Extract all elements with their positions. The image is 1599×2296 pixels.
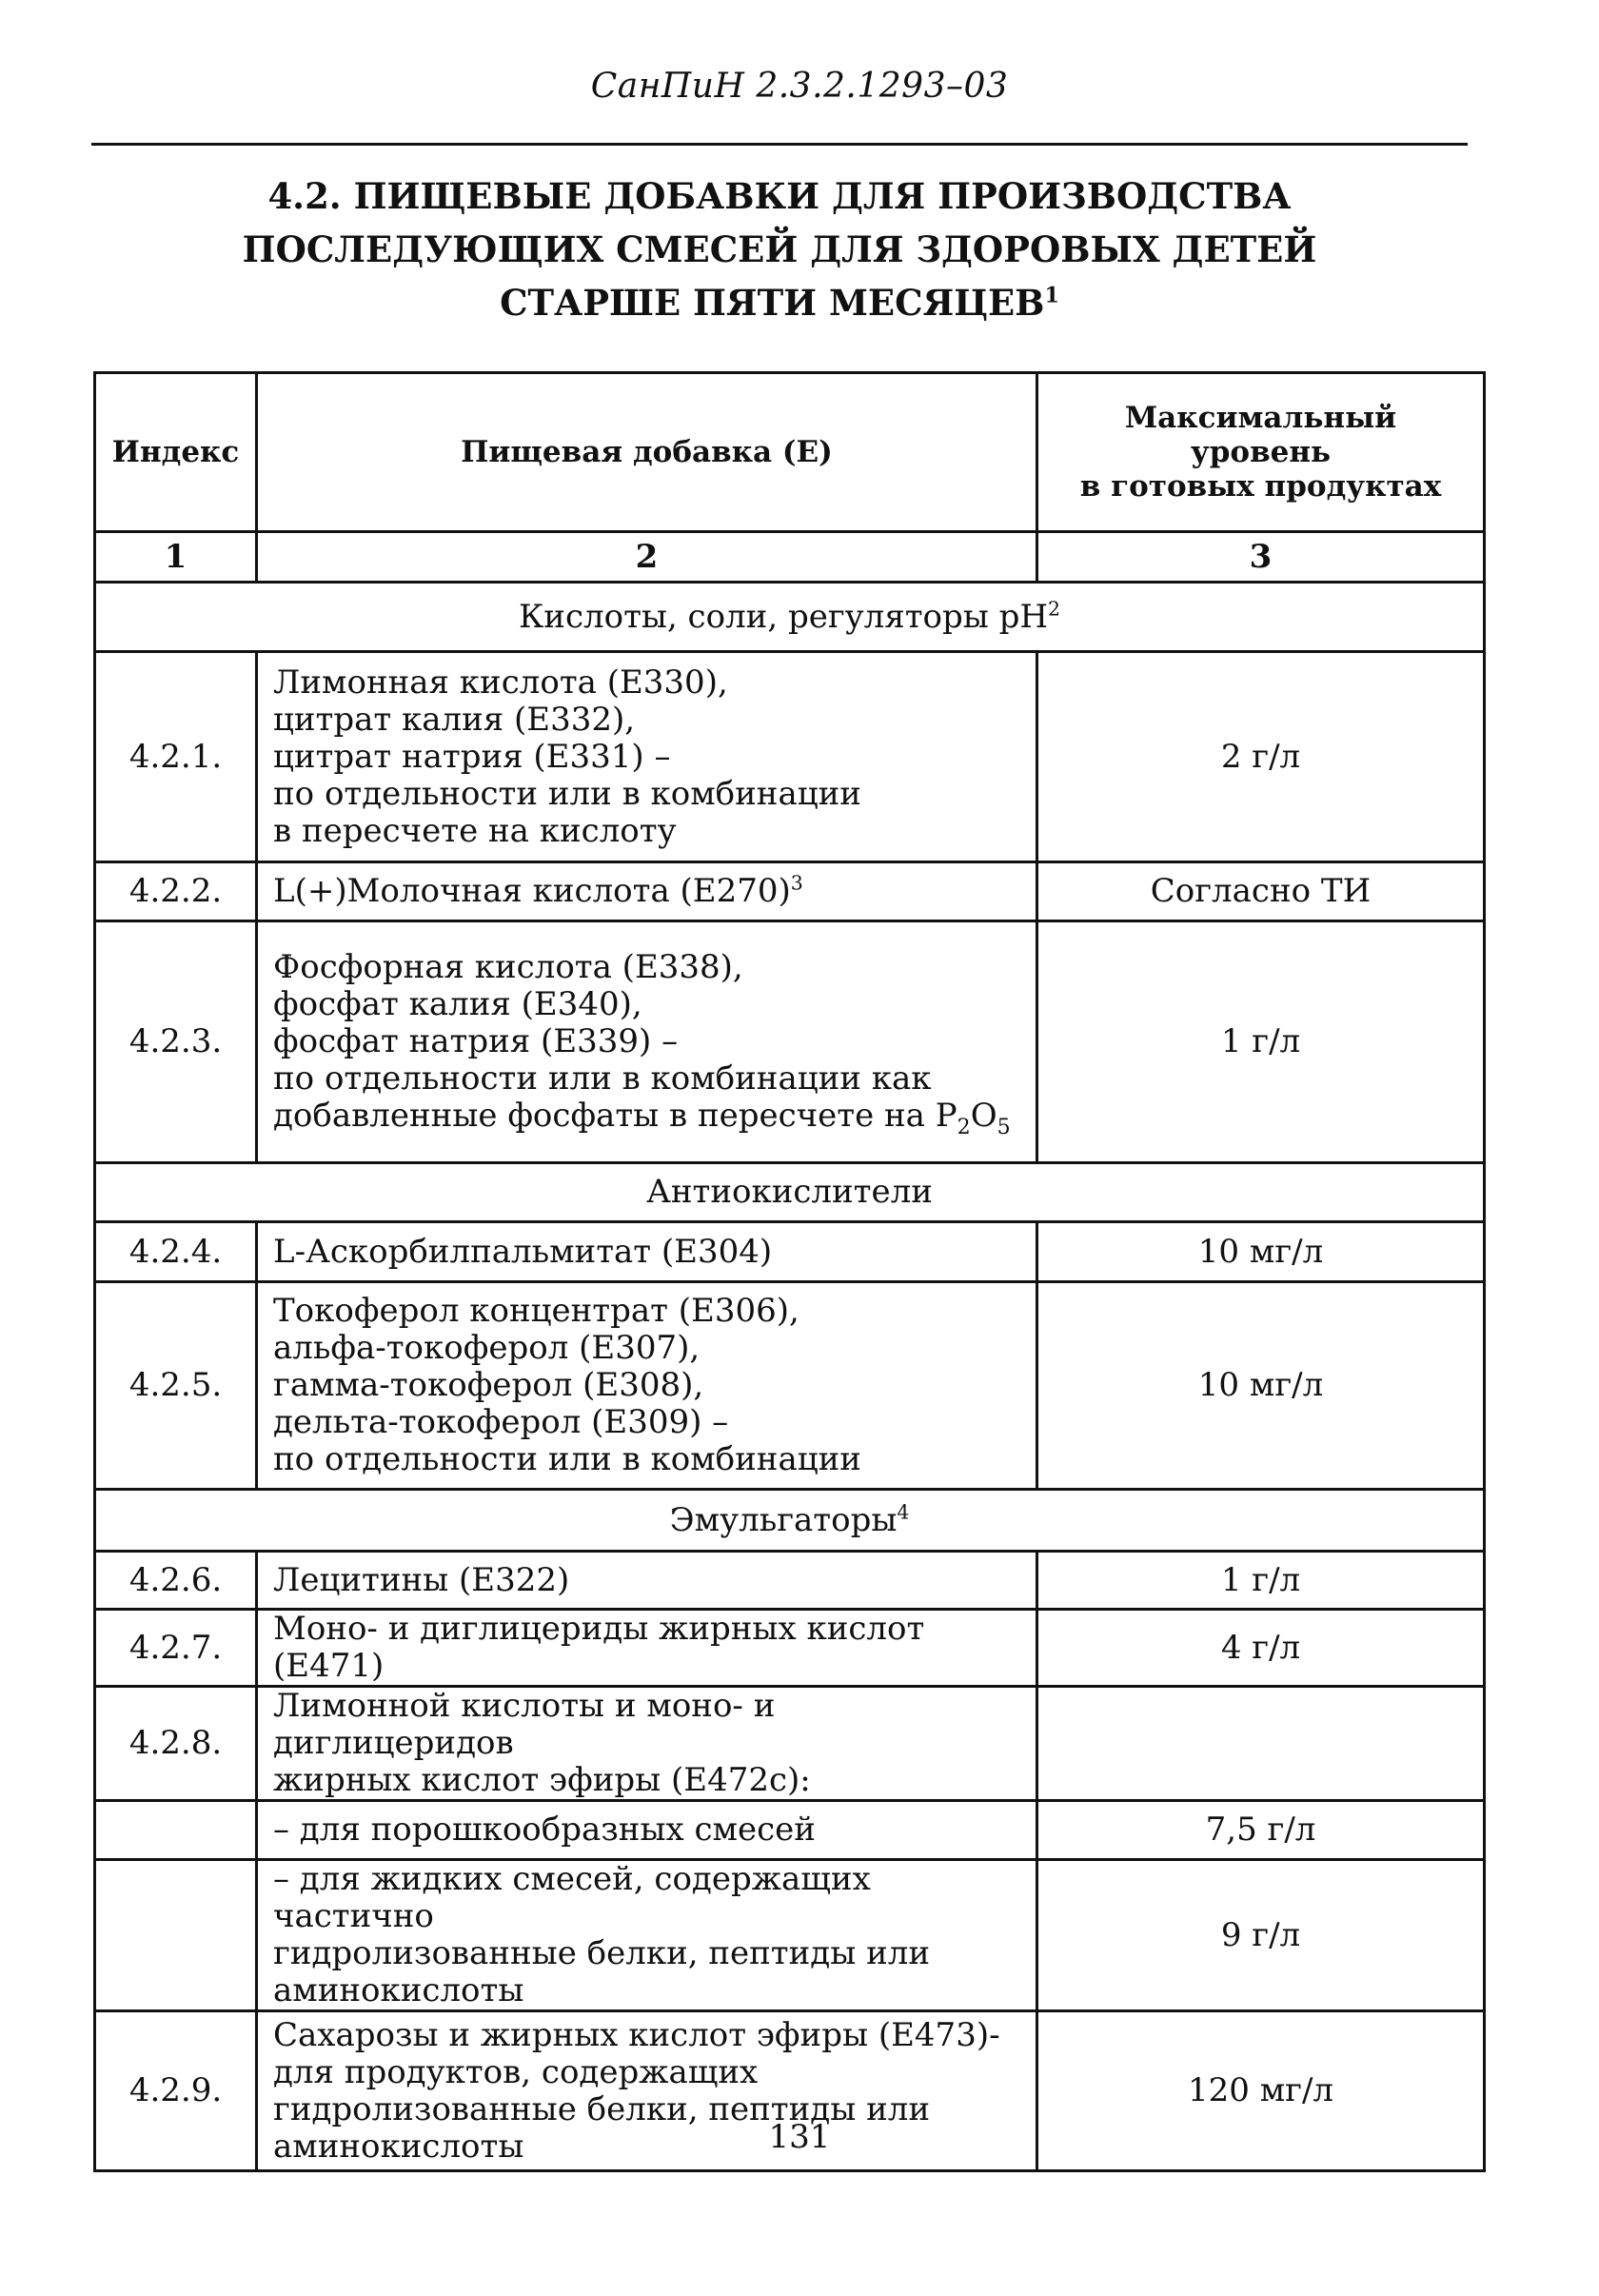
header-max-level [1037, 373, 1485, 532]
additive-text: L(+)Молочная кислота (Е270) [273, 872, 791, 910]
additive-line: цитрат натрия (Е331) – [273, 737, 671, 776]
row-index: 4.2.4. [95, 1222, 257, 1282]
row-max-level [1037, 1687, 1485, 1801]
section-label-text: Эмульгаторы [669, 1500, 898, 1539]
table-row-4-2-7 [95, 1610, 1485, 1687]
additive-line: дельта-токоферол (Е309) – [273, 1403, 729, 1441]
header-max-line-1: Максимальный уровень [1124, 401, 1397, 469]
column-number: 3 [1037, 532, 1485, 583]
row-index: 4.2.5. [95, 1282, 257, 1490]
row-additive [257, 1282, 1037, 1490]
title-footnote-mark: 1 [1044, 283, 1059, 308]
header-rule [91, 143, 1468, 146]
row-index [95, 1801, 257, 1860]
row-additive: Моно- и диглицериды жирных кислот (Е471) [257, 1610, 1037, 1687]
formula-subscript: 2 [957, 1114, 971, 1139]
row-additive: – для порошкообразных смесей [257, 1801, 1037, 1860]
table-row-4-2-8-powder [95, 1801, 1485, 1860]
title-line-1: 4.2. ПИЩЕВЫЕ ДОБАВКИ ДЛЯ ПРОИЗВОДСТВА [267, 175, 1292, 217]
table-row-4-2-6 [95, 1552, 1485, 1610]
table-row-4-2-1 [95, 652, 1485, 862]
table-header-row [95, 373, 1485, 532]
row-index: 4.2.6. [95, 1552, 257, 1610]
section-row-antioxidants [95, 1163, 1485, 1222]
section-row-emulsifiers [95, 1490, 1485, 1552]
additive-line: Сахарозы и жирных кислот эфиры (Е473)- [273, 2015, 1000, 2054]
additive-line: Лимонной кислоты и моно- и диглицеридов [273, 1687, 776, 1762]
additive-line: альфа-токоферол (Е307), [273, 1329, 701, 1367]
formula-element: O [970, 1097, 997, 1135]
additive-line: для продуктов, содержащих [273, 2052, 759, 2091]
additive-line: Фосфорная кислота (Е338), [273, 948, 743, 986]
row-max-level: 120 мг/л [1037, 2011, 1485, 2171]
row-index: 4.2.2. [95, 862, 257, 921]
row-max-level: Согласно ТИ [1037, 862, 1485, 921]
additive-line: Лимонная кислота (Е330), [273, 663, 728, 702]
row-index [95, 1860, 257, 2011]
table-row-4-2-5 [95, 1282, 1485, 1490]
row-index: 4.2.9. [95, 2011, 257, 2171]
title-line-3 [91, 276, 1468, 329]
section-row-acids [95, 583, 1485, 652]
additive-line: жирных кислот эфиры (Е472с): [273, 1761, 811, 1799]
footnote-mark: 3 [790, 871, 803, 895]
row-max-level: 1 г/л [1037, 921, 1485, 1163]
column-number: 2 [257, 532, 1037, 583]
additive-line: в пересчете на кислоту [273, 811, 677, 850]
additives-table [93, 371, 1486, 2172]
footnote-mark: 2 [1048, 597, 1061, 621]
additive-line: фосфат калия (Е340), [273, 985, 642, 1023]
table-row-4-2-4 [95, 1222, 1485, 1282]
additive-line: аминокислоты [273, 1971, 524, 2009]
section-label-emulsifiers [95, 1490, 1485, 1552]
table-row-4-2-2 [95, 862, 1485, 921]
column-number: 1 [95, 532, 257, 583]
additive-line: гамма-токоферол (Е308), [273, 1366, 704, 1404]
table-row-4-2-3 [95, 921, 1485, 1163]
additive-line [273, 1097, 1020, 1139]
row-max-level: 9 г/л [1037, 1860, 1485, 2011]
header-additive: Пищевая добавка (Е) [257, 373, 1037, 532]
page-number: 131 [768, 2118, 831, 2156]
row-max-level: 4 г/л [1037, 1610, 1485, 1687]
row-max-level: 1 г/л [1037, 1552, 1485, 1610]
additive-line: по отдельности или в комбинации [273, 774, 861, 813]
row-index: 4.2.1. [95, 652, 257, 862]
row-additive: L-Аскорбилпальмитат (Е304) [257, 1222, 1037, 1282]
row-additive: Лецитины (Е322) [257, 1552, 1037, 1610]
row-index: 4.2.3. [95, 921, 257, 1163]
additive-line: цитрат калия (Е332), [273, 700, 636, 739]
additive-line: Токоферол концентрат (Е306), [273, 1292, 800, 1330]
additive-line: гидролизованные белки, пептиды или [273, 2089, 930, 2128]
section-label-text: Кислоты, соли, регуляторы рН [518, 597, 1049, 636]
row-additive [257, 1687, 1037, 1801]
column-number-row [95, 532, 1485, 583]
formula-subscript: 5 [997, 1114, 1011, 1139]
table-row-4-2-8-liquid [95, 1860, 1485, 2011]
additive-line: гидролизованные белки, пептиды или [273, 1934, 930, 1972]
footnote-mark: 4 [897, 1500, 910, 1524]
running-header: СанПиН 2.3.2.1293–03 [590, 67, 1009, 106]
section-label-antioxidants: Антиокислители [95, 1163, 1485, 1222]
row-max-level: 2 г/л [1037, 652, 1485, 862]
section-label-acids [95, 583, 1485, 652]
row-index: 4.2.7. [95, 1610, 257, 1687]
row-max-level: 7,5 г/л [1037, 1801, 1485, 1860]
title-line-3-text: СТАРШЕ ПЯТИ МЕСЯЦЕВ [500, 282, 1045, 324]
row-additive [257, 1860, 1037, 2011]
header-index: Индекс [95, 373, 257, 532]
row-max-level: 10 мг/л [1037, 1282, 1485, 1490]
additive-line: – для жидких смесей, содержащих частично [273, 1860, 871, 1935]
additive-line-text: добавленные фосфаты в пересчете на Р [273, 1097, 957, 1135]
row-additive [257, 862, 1037, 921]
section-title [91, 169, 1468, 329]
row-max-level: 10 мг/л [1037, 1222, 1485, 1282]
row-additive [257, 652, 1037, 862]
table-row-4-2-8 [95, 1687, 1485, 1801]
row-additive [257, 921, 1037, 1163]
row-index: 4.2.8. [95, 1687, 257, 1801]
header-max-line-2: в готовых продуктах [1079, 469, 1442, 504]
additive-line: аминокислоты [273, 2127, 524, 2166]
additive-line: по отдельности или в комбинации как [273, 1059, 932, 1098]
additive-line: фосфат натрия (Е339) – [273, 1022, 679, 1060]
additive-line: по отдельности или в комбинации [273, 1440, 861, 1478]
title-line-2: ПОСЛЕДУЮЩИХ СМЕСЕЙ ДЛЯ ЗДОРОВЫХ ДЕТЕЙ [242, 228, 1317, 270]
